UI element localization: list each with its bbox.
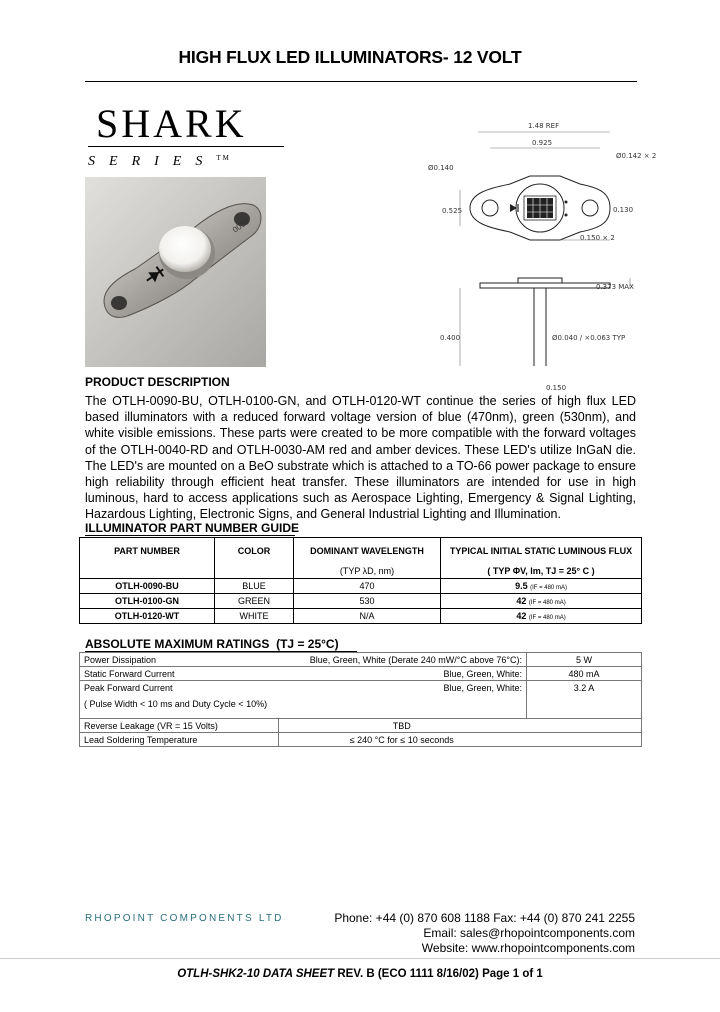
side-view-flange <box>480 283 610 288</box>
color-cell: BLUE <box>215 579 294 594</box>
flux-cell <box>441 594 642 609</box>
table-row <box>80 594 642 609</box>
table-row <box>80 609 642 624</box>
product-photo <box>85 177 266 367</box>
drawing-hole-left <box>482 200 498 216</box>
dim-label: Ø0.140 <box>428 164 454 172</box>
column-subheader <box>80 564 215 579</box>
rating-param: Reverse Leakage (VR = 15 Volts) <box>80 719 279 733</box>
series-letter: R <box>131 154 143 169</box>
column-subheader: (TYP λD, nm) <box>294 564 441 579</box>
document-footer <box>0 968 720 980</box>
rating-param-cell <box>80 681 279 719</box>
rating-param: Power Dissipation <box>80 653 279 667</box>
column-header: COLOR <box>215 538 294 565</box>
part-number-cell: OTLH-0120-WT <box>80 609 215 624</box>
rating-param-note: ( Pulse Width < 10 ms and Duty Cycle < 10%) <box>84 699 268 709</box>
footer-rule <box>0 958 720 959</box>
dim-label: 0.925 <box>532 139 553 147</box>
company-name: RHOPOINT COMPONENTS LTD <box>85 913 284 924</box>
rating-condition: Blue, Green, White (Derate 240 mW/°C above 76°C): <box>278 653 527 667</box>
rating-value: 5 W <box>527 653 642 667</box>
series-letter: S <box>88 154 97 169</box>
part-number-cell: OTLH-0090-BU <box>80 579 215 594</box>
footer-revision: REV. B (ECO 1111 8/16/02) Page 1 of 1 <box>337 968 543 980</box>
rating-param: Peak Forward Current <box>84 683 173 693</box>
dim-label: Ø0.040 / ×0.063 TYP <box>552 334 626 342</box>
contact-website[interactable]: Website: www.rhopointcomponents.com <box>421 941 635 955</box>
shark-logo: SHARK <box>96 101 247 146</box>
contact-email[interactable]: Email: sales@rhopointcomponents.com <box>423 926 635 940</box>
contact-phone: Phone: +44 (0) 870 608 1188 Fax: +44 (0) 870 241 2255 <box>334 911 635 925</box>
column-subheader <box>215 564 294 579</box>
column-header: DOMINANT WAVELENGTH <box>294 538 441 565</box>
product-description-heading: PRODUCT DESCRIPTION <box>85 375 230 389</box>
product-description-text: The OTLH-0090-BU, OTLH-0100-GN, and OTLH-0120-WT continue the series of high flux LED based illuminators with a reduced forward voltage version of blue (470nm), green (530nm), and white visible emissions. These parts were created to be more compatible with the forward voltages of the OTLH-0040-RD and OTLH-0030-AM red and amber devices. These LED's utilize InGaN die. The LED's are mounted on a BeO substrate which is attached to a TO-66 power package to ensure high reliability through efficient heat transfer. These illuminators are intended for use in high luminous, hard to access applications such as Aerospace Lighting, Emergency & Signal Lighting, Hazardous Lighting, Electronic Signs, and General Industrial Lighting and Illumination. <box>85 394 636 522</box>
dim-label: 1.48 REF <box>528 122 560 130</box>
rating-value: TBD <box>278 719 642 733</box>
part-number-table <box>79 537 642 624</box>
side-view-cap <box>518 278 562 283</box>
table-subheader-row <box>80 564 642 579</box>
wavelength-cell: 470 <box>294 579 441 594</box>
color-cell: WHITE <box>215 609 294 624</box>
photo-marking: 0090 <box>230 217 251 235</box>
table-row <box>80 653 642 667</box>
series-letter: I <box>154 154 161 169</box>
dim-label: 0.400 <box>440 334 461 342</box>
rating-condition: Blue, Green, White: <box>278 681 527 719</box>
trademark: TM <box>216 154 231 162</box>
contact-block <box>300 911 635 956</box>
ratings-heading <box>85 637 339 651</box>
table-row <box>80 733 642 747</box>
drawing-hole-right <box>582 200 598 216</box>
column-subheader: ( TYP ΦV, lm, TJ = 25° C ) <box>487 566 595 576</box>
table-header-row <box>80 538 642 565</box>
wavelength-cell: 530 <box>294 594 441 609</box>
color-cell: GREEN <box>215 594 294 609</box>
flux-condition: (IF = 480 mA) <box>530 585 567 591</box>
rating-param: Static Forward Current <box>80 667 279 681</box>
flux-value: 9.5 <box>515 581 528 591</box>
logo-underline <box>88 146 284 147</box>
led-cap <box>159 226 211 272</box>
part-guide-heading: ILLUMINATOR PART NUMBER GUIDE <box>85 521 299 535</box>
table-row <box>80 719 642 733</box>
page-title: HIGH FLUX LED ILLUMINATORS- 12 VOLT <box>178 47 522 67</box>
table-row <box>80 579 642 594</box>
rating-value: 3.2 A <box>527 681 642 719</box>
wavelength-cell: N/A <box>294 609 441 624</box>
drawing-pin <box>565 214 568 217</box>
series-logo <box>88 154 231 170</box>
rating-value: ≤ 240 °C for ≤ 10 seconds <box>278 733 642 747</box>
table-row <box>80 667 642 681</box>
dimension-drawing <box>420 118 670 398</box>
rating-condition: Blue, Green, White: <box>278 667 527 681</box>
ratings-heading-text: ABSOLUTE MAXIMUM RATINGS <box>85 637 270 651</box>
drawing-die-grid <box>527 198 553 218</box>
dim-label: 0.525 <box>442 207 463 215</box>
series-letter: E <box>109 154 120 169</box>
series-letter: S <box>195 154 205 169</box>
dim-label: 0.130 <box>613 206 634 214</box>
dim-label: 0.373 MAX <box>596 283 634 291</box>
flux-value: 42 <box>516 611 527 621</box>
ratings-table <box>79 652 642 747</box>
footer-doc-id: OTLH-SHK2-10 DATA SHEET <box>177 968 335 980</box>
mounting-hole-left <box>111 296 127 310</box>
flux-condition: (IF = 480 mA) <box>528 600 566 606</box>
flux-cell <box>441 579 642 594</box>
column-header: TYPICAL INITIAL STATIC LUMINOUS FLUX <box>449 546 633 556</box>
rating-param: Lead Soldering Temperature <box>80 733 279 747</box>
dim-label: 0.150 × 2 <box>580 234 615 242</box>
drawing-pin <box>565 201 568 204</box>
flux-condition: (IF = 480 mA) <box>528 615 566 621</box>
table-row <box>80 681 642 719</box>
dim-label: 0.150 <box>546 384 567 392</box>
flux-value: 42 <box>516 596 527 606</box>
column-header: PART NUMBER <box>80 538 215 565</box>
dim-label: Ø0.142 × 2 <box>616 152 657 160</box>
series-letter: E <box>172 154 184 169</box>
title-rule <box>85 81 637 82</box>
flux-cell <box>441 609 642 624</box>
part-number-cell: OTLH-0100-GN <box>80 594 215 609</box>
rating-value: 480 mA <box>527 667 642 681</box>
part-guide-rule <box>85 535 295 536</box>
ratings-heading-condition: (TJ = 25°C) <box>276 637 339 651</box>
